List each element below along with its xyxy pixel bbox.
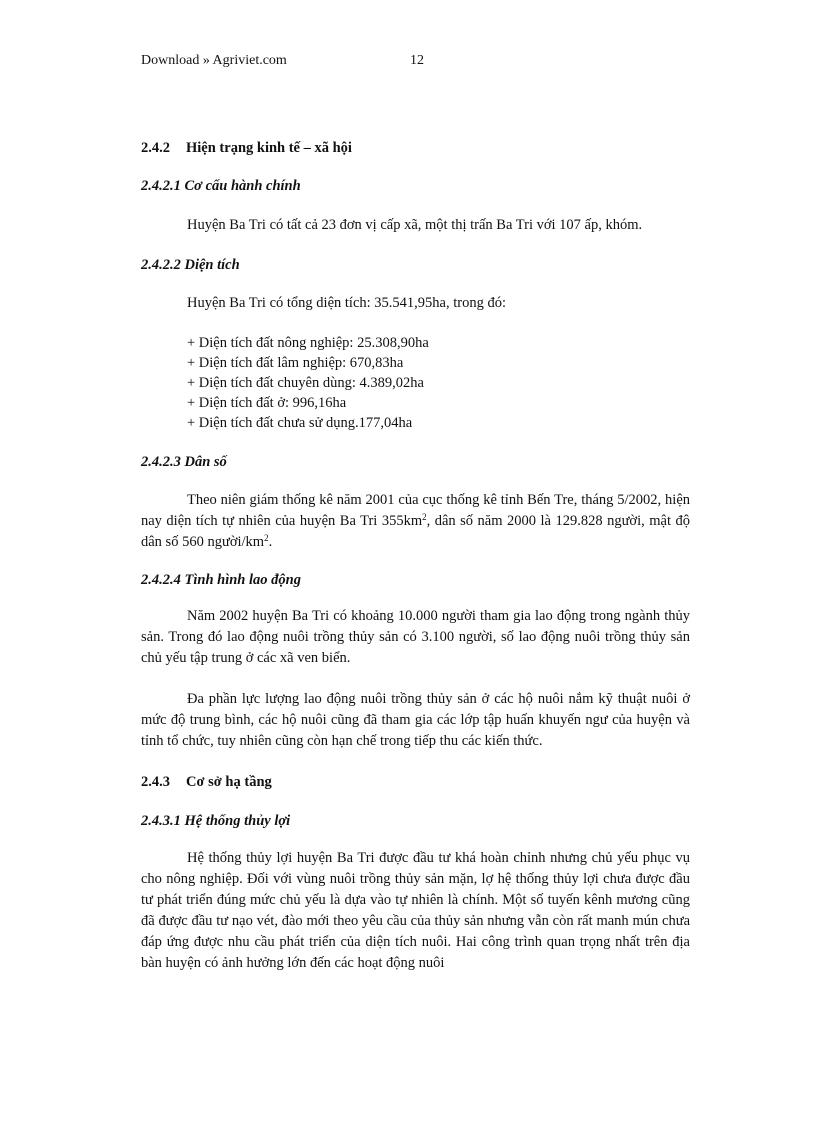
list-item: + Diện tích đất chuyên dùng: 4.389,02ha	[187, 375, 424, 391]
paragraph-population	[141, 490, 690, 553]
section-number: 2.4.2	[141, 140, 170, 156]
section-heading-2-4-2	[141, 139, 690, 157]
area-list	[141, 333, 690, 433]
page-number: 12	[410, 53, 424, 68]
list-item: + Diện tích đất nông nghiệp: 25.308,90ha	[187, 335, 429, 351]
subsection-heading-2-4-2-1: 2.4.2.1 Cơ cấu hành chính	[141, 178, 301, 194]
paragraph-labor-2: Đa phần lực lượng lao động nuôi trồng thủy sản ở các hộ nuôi nắm kỹ thuật nuôi ở mức độ trung bình, các hộ nuôi cũng đã tham gia các lớp tập huấn khuyến ngư của huyện và tỉnh tổ chức, tuy nhiên cũng còn hạn chế trong tiếp thu các kiến thức.	[141, 691, 690, 749]
list-item: + Diện tích đất lâm nghiệp: 670,83ha	[187, 355, 404, 371]
superscript: 2	[422, 512, 427, 522]
paragraph-irrigation: Hệ thống thủy lợi huyện Ba Tri được đầu tư khá hoàn chỉnh nhưng chủ yếu phục vụ cho nông nghiệp. Đối với vùng nuôi trồng thủy sản mặn, lợ hệ thống thủy lợi chưa được đầu tư phát triển đúng mức chủ yếu là dựa vào tự nhiên là chính. Một số tuyến kênh mương cũng đã được đầu tư nạo vét, đào mới theo yêu cầu của thủy sản nhưng vẫn còn rất manh mún chưa đáp ứng được nhu cầu phát triển của diện tích nuôi. Hai công trình quan trọng nhất trên địa bàn huyện có ảnh hưởng lớn đến các hoạt động nuôi	[141, 850, 690, 971]
subsection-heading-2-4-3-1: 2.4.3.1 Hệ thống thủy lợi	[141, 813, 291, 829]
section-number: 2.4.3	[141, 774, 170, 790]
population-text-c: .	[268, 534, 273, 550]
document-body	[141, 139, 690, 974]
section-title: Hiện trạng kinh tế – xã hội	[186, 140, 352, 156]
subsection-heading-2-4-2-2: 2.4.2.2 Diện tích	[141, 257, 240, 273]
superscript: 2	[264, 533, 269, 543]
section-title: Cơ sở hạ tầng	[186, 774, 272, 790]
subsection-heading-2-4-2-3: 2.4.2.3 Dân số	[141, 454, 227, 470]
population-text-b: , dân số năm 2000 là 129.828 người, mật độ dân số 560 người/km	[141, 513, 690, 550]
list-item: + Diện tích đất chưa sử dụng.177,04ha	[187, 415, 413, 431]
paragraph-administrative: Huyện Ba Tri có tất cả 23 đơn vị cấp xã, một thị trấn Ba Tri với 107 ấp, khóm.	[187, 217, 643, 233]
section-heading-2-4-3	[141, 773, 690, 791]
paragraph-area-intro: Huyện Ba Tri có tổng diện tích: 35.541,95ha, trong đó:	[187, 295, 506, 311]
page-header	[141, 52, 741, 70]
subsection-heading-2-4-2-4: 2.4.2.4 Tình hình lao động	[141, 572, 301, 588]
population-text-a: Theo niên giám thống kê năm 2001 của cục thống kê tỉnh Bến Tre, tháng 5/2002, hiện nay diện tích tự nhiên của huyện Ba Tri 355km	[141, 492, 690, 529]
paragraph-labor-1: Năm 2002 huyện Ba Tri có khoảng 10.000 người tham gia lao động trong ngành thủy sản. Trong đó lao động nuôi trồng thủy sản có 3.100 người, số lao động nuôi trồng thủy sản chủ yếu tập trung ở các xã ven biển.	[141, 608, 690, 666]
list-item: + Diện tích đất ở: 996,16ha	[187, 395, 347, 411]
header-source: Download » Agriviet.com	[141, 53, 287, 68]
